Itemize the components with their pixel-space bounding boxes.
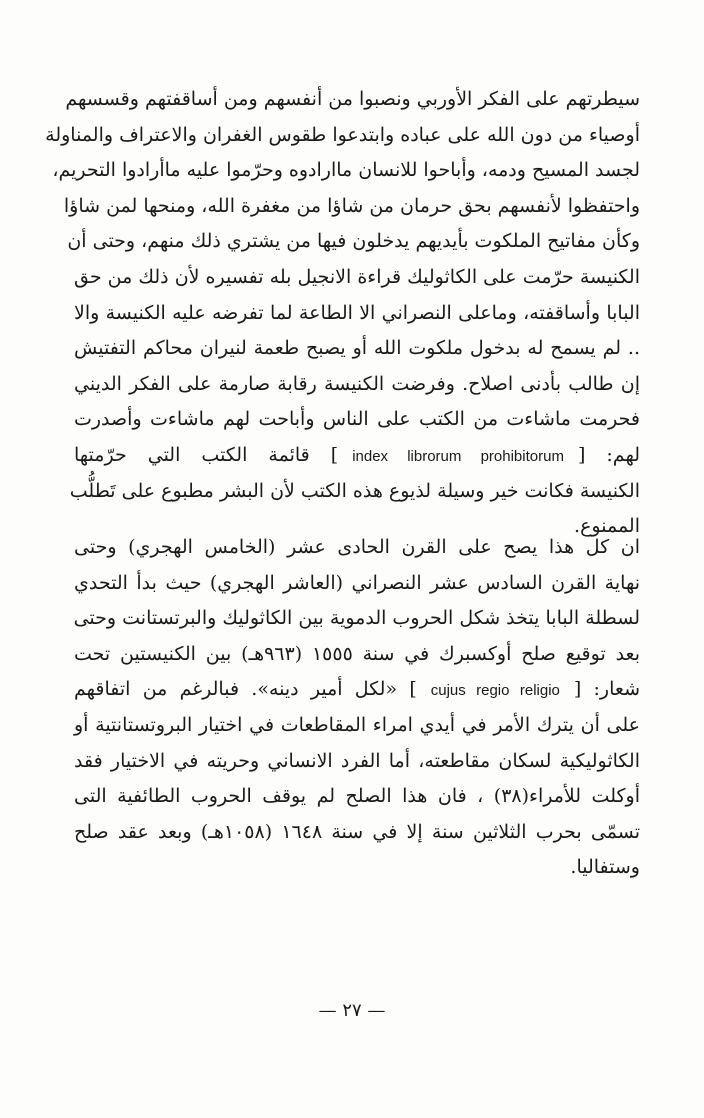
text-line: لسطلة البابا يتخذ شكل الحروب الدموية بين الكاثوليك والبرتستانت وحتى [73,607,640,630]
text-line: الكنيسة حرّمت على الكاثوليك قراءة الانجيل بله تفسيره لأن ذلك من حق [74,265,640,288]
text-fragment: شعار: [ [573,678,640,701]
text-line: وستفاليا. [570,856,640,879]
text-fragment: لهم: [ [577,443,640,466]
text-line: الممنوع. [574,515,640,538]
text-line: تسمّى بحرب الثلاثين سنة إلا في سنة ١٦٤٨ (١٠٥٨هـ) وبعد عقد صلح [74,820,640,843]
text-line: على أن يترك الأمر في أيدي امراء المقاطعات في اختيار البروتستانتية أو [74,713,640,736]
text-fragment: ] قائمة الكتب التي حرّمتها [74,443,339,466]
text-line: البابا وأساقفته، وماعلى النصراني الا الطاعة لما تفرضه عليه الكنيسة والا [74,301,640,324]
text-line-with-latin [74,438,640,474]
text-line-with-latin [74,672,640,708]
text-line: بعد توقيع صلح أوكسبرك في سنة ١٥٥٥ (٩٦٣هـ) بين الكنيستين تحت [74,642,641,665]
paragraph-2 [74,530,640,886]
latin-term: index librorum prohibitorum [352,447,564,465]
text-line: سيطرتهم على الفكر الأوربي ونصبوا من أنفسهم ومن أساقفتهم وقسسهم [65,88,640,110]
text-line: .. لم يسمح له بدخول ملكوت الله أو يصبح طعمة لنيران محاكم التفتيش [74,337,640,360]
paragraph-1 [45,82,640,545]
text-line: لجسد المسيح ودمه، وأباحوا للانسان ماارادوه وحرّموا عليه ماأرادوا التحريم، [52,159,640,182]
text-line: أوصياء من دون الله على عباده وابتدعوا طقوس الغفران والاعتراف والمناولة [45,123,640,146]
text-line: إن طالب بأدنى اصلاح. وفرضت الكنيسة رقابة صارمة على الفكر الديني [74,372,640,395]
text-line: واحتفظوا لأنفسهم بحق حرمان من شاؤا من مغفرة الله، ومنحها لمن شاؤا [63,194,640,217]
text-line: الكاثوليكية لسكان مقاطعته، أما الفرد الانساني وحريته في الاختيار فقد [74,749,640,772]
text-line: وكأن مفاتيح الملكوت بأيديهم يدخلون فيها من يشتري ذلك منهم، وحتى أن [67,230,640,253]
text-line: الكنيسة فكانت خير وسيلة لذيوع هذه الكتب لأن البشر مطبوع على تَطلُّب [69,479,640,502]
page-number: — ٢٧ — [318,1000,386,1021]
text-line: أوكلت للأمراء(٣٨) ، فان هذا الصلح لم يوقف الحروب الطائفية التى [74,785,640,808]
text-line: ان كل هذا يصح على القرن الحادى عشر (الخامس الهجري) وحتى [74,536,640,558]
text-line: نهاية القرن السادس عشر النصراني (العاشر الهجري) حيث بدأ التحدي [74,571,640,594]
text-line: فحرمت ماشاءت من الكتب على الناس وأباحت لهم ماشاءت وأصدرت [74,408,640,431]
latin-term: cujus regio religio [430,682,560,700]
text-fragment: ] «لكل أمير دينه». فبالرغم من اتفاقهم [74,678,417,701]
